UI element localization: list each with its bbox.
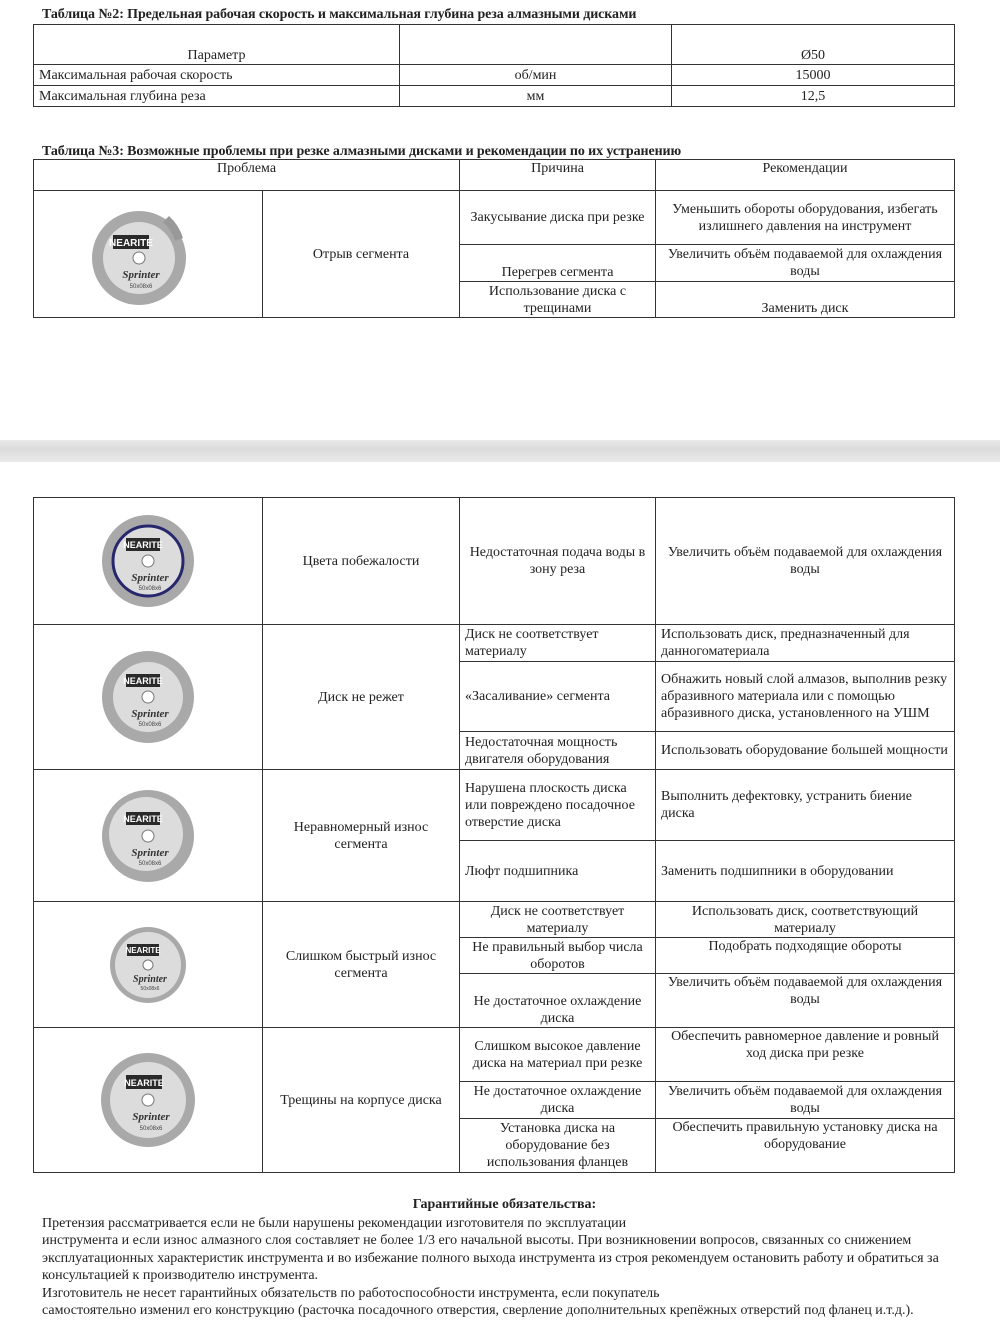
cause-cell: Недостаточная мощность двигателя оборудования bbox=[460, 732, 656, 770]
cause-cell: Установка диска на оборудование без использования фланцев bbox=[460, 1119, 656, 1173]
table3-part1 bbox=[33, 159, 955, 318]
table2-param-name: Максимальная глубина реза bbox=[34, 86, 400, 107]
model-text: Sprinter bbox=[131, 708, 169, 720]
model-text: Sprinter bbox=[122, 269, 160, 281]
problem-cell: Диск не режет bbox=[263, 625, 460, 770]
table-row bbox=[34, 902, 955, 938]
disc-arbor-hole bbox=[142, 830, 154, 842]
cause-cell: Люфт подшипника bbox=[460, 841, 656, 902]
disc-arbor-hole bbox=[143, 960, 153, 970]
cause-cell: Слишком высокое давление диска на материал при резке bbox=[460, 1028, 656, 1082]
table2-value: 12,5 bbox=[672, 86, 955, 107]
brand-logo-text: NEARITE bbox=[123, 813, 163, 824]
cause-cell: Перегрев сегмента bbox=[460, 245, 656, 282]
table3-header-problem: Проблема bbox=[34, 160, 460, 191]
cause-cell: Нарушена плоскость диска или повреждено посадочное отверстие диска bbox=[460, 770, 656, 841]
table-row bbox=[34, 770, 955, 841]
recommendation-cell: Обеспечить правильную установку диска на оборудование bbox=[656, 1119, 955, 1173]
recommendation-cell: Заменить диск bbox=[656, 282, 955, 318]
cause-cell: Использование диска с трещинами bbox=[460, 282, 656, 318]
table3-part2 bbox=[33, 497, 955, 1173]
model-text: Sprinter bbox=[133, 973, 167, 985]
problem-cell: Слишком быстрый износ сегмента bbox=[263, 902, 460, 1028]
warranty-line: Изготовитель не несет гарантийных обязательств по работоспособности инструмента, если покупатель bbox=[42, 1285, 660, 1301]
table2 bbox=[33, 24, 955, 107]
warranty-line: инструмента и если износ алмазного слоя составляет не более 1/3 его начальной высоты. При возникновении вопросов, связанных со снижением эксплуатационных характеристик инструмента и во избежание полного выхода инструмента из строя рекомендуем остановить работу и обратиться за консультацией к производителю инструмента. bbox=[42, 1233, 939, 1283]
model-text: Sprinter bbox=[131, 572, 169, 584]
problem-cell: Трещины на корпусе диска bbox=[263, 1028, 460, 1173]
table-row bbox=[34, 191, 955, 245]
cause-cell: Не достаточное охлаждение диска bbox=[460, 974, 656, 1028]
cause-cell: Закусывание диска при резке bbox=[460, 191, 656, 245]
table2-caption: Таблица №2: Предельная рабочая скорость и максимальная глубина реза алмазными дисками bbox=[42, 7, 637, 22]
problem-cell: Цвета побежалости bbox=[263, 498, 460, 625]
discolored-disc-image bbox=[88, 506, 208, 616]
brand-logo-text: NEARITE bbox=[124, 1078, 164, 1088]
size-text: 50x08x6 bbox=[129, 284, 153, 290]
disc-image-cell bbox=[34, 902, 263, 1028]
disc-image bbox=[88, 642, 208, 752]
recommendation-cell: Подобрать подходящие обороты bbox=[656, 938, 955, 974]
table2-header-row bbox=[34, 25, 955, 65]
problem-cell: Неравномерный износ сегмента bbox=[263, 770, 460, 902]
warranty-line: Претензия рассматривается если не были нарушены рекомендации изготовителя по эксплуатации bbox=[42, 1215, 627, 1231]
disc-image-cell bbox=[34, 625, 263, 770]
page-break bbox=[0, 440, 1000, 462]
disc-image-cell bbox=[34, 498, 263, 625]
brand-logo-text: NEARITE bbox=[109, 238, 153, 249]
size-text: 50x08x6 bbox=[140, 985, 160, 992]
table2-param-name: Максимальная рабочая скорость bbox=[34, 65, 400, 86]
uneven-wear-disc-image bbox=[88, 776, 208, 896]
size-text: 50x08x6 bbox=[138, 722, 162, 728]
disc-image-cell bbox=[34, 191, 263, 318]
disc-arbor-hole bbox=[142, 555, 154, 567]
disc-image-cell bbox=[34, 770, 263, 902]
disc-arbor-hole bbox=[142, 1094, 154, 1106]
fast-wear-disc-image bbox=[93, 910, 203, 1020]
cause-cell: Не правильный выбор числа оборотов bbox=[460, 938, 656, 974]
table2-unit: об/мин bbox=[400, 65, 672, 86]
problem-cell: Отрыв сегмента bbox=[263, 191, 460, 318]
table-row bbox=[34, 86, 955, 107]
recommendation-cell: Увеличить объём подаваемой для охлаждения воды bbox=[656, 1082, 955, 1119]
brand-logo-text: NEARITE bbox=[125, 945, 161, 955]
table2-unit: мм bbox=[400, 86, 672, 107]
table3-header-recommendation: Рекомендации bbox=[656, 160, 955, 191]
cause-cell: Диск не соответствует материалу bbox=[460, 625, 656, 662]
table3-header-row bbox=[34, 160, 955, 191]
table3-header-cause: Причина bbox=[460, 160, 656, 191]
size-text: 50x08x6 bbox=[139, 1126, 163, 1132]
recommendation-cell: Увеличить объём подаваемой для охлаждения воды bbox=[656, 498, 955, 625]
table-row bbox=[34, 498, 955, 625]
table2-value: 15000 bbox=[672, 65, 955, 86]
table2-header-param: Параметр bbox=[34, 25, 400, 65]
table-row bbox=[34, 625, 955, 662]
recommendation-cell: Обнажить новый слой алмазов, выполнив резку абразивного материала или с помощью абразивного диска, установленного на УШМ bbox=[656, 662, 955, 732]
brand-logo-text: NEARITE bbox=[123, 676, 163, 686]
broken-disc-image bbox=[73, 194, 223, 314]
table2-header-unit bbox=[400, 25, 672, 65]
cause-cell: Не достаточное охлаждение диска bbox=[460, 1082, 656, 1119]
disc-arbor-hole bbox=[142, 691, 154, 703]
cause-cell: «Засаливание» сегмента bbox=[460, 662, 656, 732]
recommendation-cell: Обеспечить равномерное давление и ровный ход диска при резке bbox=[656, 1028, 955, 1082]
table-row bbox=[34, 1028, 955, 1082]
recommendation-cell: Использовать диск, соответствующий материалу bbox=[656, 902, 955, 938]
model-text: Sprinter bbox=[132, 1111, 170, 1123]
cracked-disc-image bbox=[88, 1040, 208, 1160]
table3-caption: Таблица №3: Возможные проблемы при резке алмазными дисками и рекомендации по их устранению bbox=[42, 144, 682, 159]
cause-cell: Диск не соответствует материалу bbox=[460, 902, 656, 938]
recommendation-cell: Увеличить объём подаваемой для охлаждения воды bbox=[656, 974, 955, 1028]
warranty-title: Гарантийные обязательства: bbox=[412, 1197, 597, 1212]
table2-header-diameter: Ø50 bbox=[672, 25, 955, 65]
size-text: 50x08x6 bbox=[138, 586, 162, 592]
table-row bbox=[34, 65, 955, 86]
recommendation-cell: Использовать диск, предназначенный для данногоматериала bbox=[656, 625, 955, 662]
warranty-line: самостоятельно изменил его конструкцию (расточка посадочного отверстия, сверление дополнительных крепёжных отверстий под фланец и.т.д.). bbox=[42, 1303, 914, 1318]
brand-logo-text: NEARITE bbox=[123, 540, 163, 550]
disc-arbor-hole bbox=[133, 252, 145, 264]
recommendation-cell: Выполнить дефектовку, устранить биение диска bbox=[656, 770, 955, 841]
disc-image-cell bbox=[34, 1028, 263, 1173]
recommendation-cell: Уменьшить обороты оборудования, избегать излишнего давления на инструмент bbox=[656, 191, 955, 245]
recommendation-cell: Заменить подшипники в оборудовании bbox=[656, 841, 955, 902]
recommendation-cell: Увеличить объём подаваемой для охлаждения воды bbox=[656, 245, 955, 282]
warranty-section bbox=[42, 1196, 967, 1320]
cause-cell: Недостаточная подача воды в зону реза bbox=[460, 498, 656, 625]
model-text: Sprinter bbox=[131, 846, 169, 859]
size-text: 50x08x6 bbox=[138, 860, 162, 867]
recommendation-cell: Использовать оборудование большей мощности bbox=[656, 732, 955, 770]
